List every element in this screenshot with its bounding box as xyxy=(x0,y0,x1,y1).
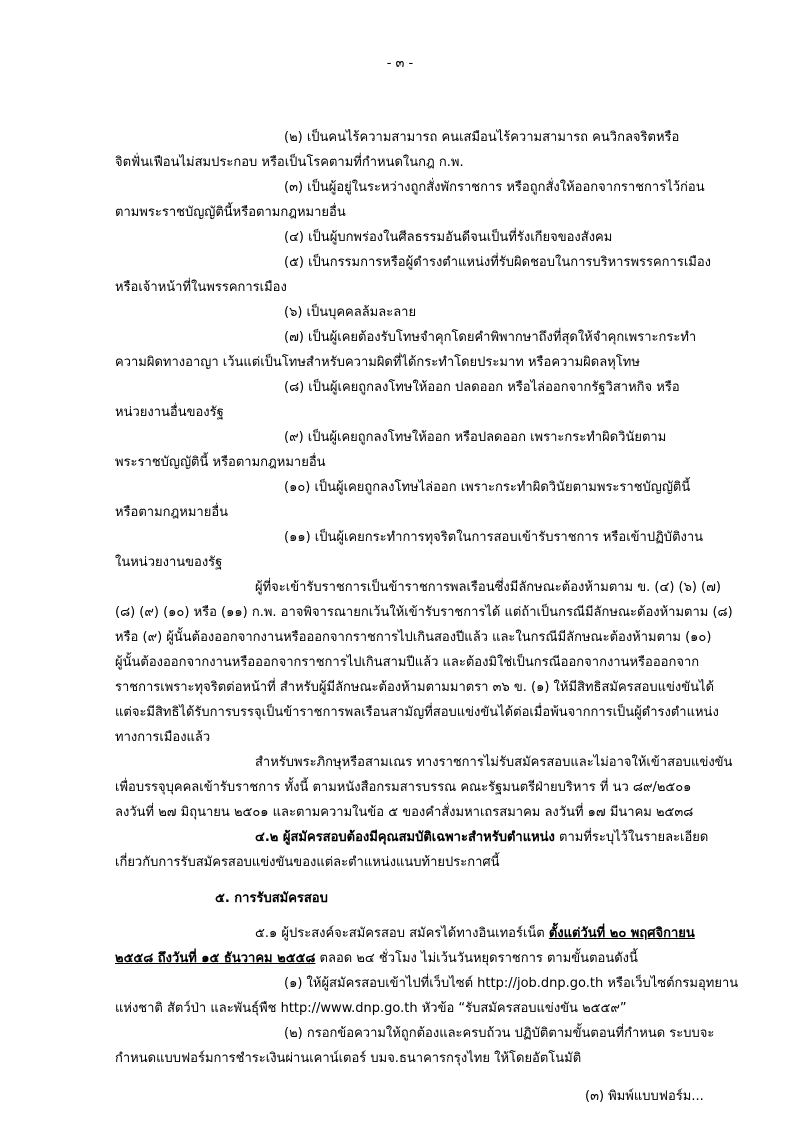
text-line xyxy=(255,925,695,943)
text-line: ผู้ที่จะเข้ารับราชการเป็นข้าราชการพลเรือนซึ่งมีลักษณะต้องห้ามตาม ข. (๔) (๖) (๗) xyxy=(255,580,721,595)
section-heading-4-2: ๔.๒ ผู้สมัครสอบต้องมีคุณสมบัติเฉพาะสำหรับตำแหน่ง xyxy=(255,830,555,845)
text-line: แห่งชาติ สัตว์ป่า และพันธุ์พืช http://www.dnp.go.th หัวข้อ “รับสมัครสอบแข่งขัน ๒๕๕๙” xyxy=(115,1001,627,1016)
text-line: (๘) (๙) (๑๐) หรือ (๑๑) ก.พ. อาจพิจารณายกเว้นให้เข้ารับราชการได้ แต่ถ้าเป็นกรณีมีลักษณะต้องห้ามตาม (๘) xyxy=(115,605,733,620)
text-line: (๗) เป็นผู้เคยต้องรับโทษจำคุกโดยคำพิพากษาถึงที่สุดให้จำคุกเพราะกระทำ xyxy=(284,330,697,345)
text-line: (๕) เป็นกรรมการหรือผู้ดำรงตำแหน่งที่รับผิดชอบในการบริหารพรรคการเมือง xyxy=(284,255,712,270)
date-range-end: ๒๕๕๘ ถึงวันที่ ๑๕ ธันวาคม ๒๕๕๘ xyxy=(115,951,316,966)
text-line: (๑๐) เป็นผู้เคยถูกลงโทษไล่ออก เพราะกระทำผิดวินัยตามพระราชบัญญัตินี้ xyxy=(284,480,691,495)
text-line: ผู้นั้นต้องออกจากงานหรือออกจากราชการไปเกินสามปีแล้ว และต้องมิใช่เป็นกรณีออกจากงานหรือออกจาก xyxy=(115,655,700,670)
text-fragment: ตามที่ระบุไว้ในรายละเอียด xyxy=(554,830,709,845)
text-line: ลงวันที่ ๒๗ มิถุนายน ๒๕๐๑ และตามความในข้อ ๕ ของคำสั่งมหาเถรสมาคม ลงวันที่ ๑๗ มีนาคม ๒๕๓๘ xyxy=(115,805,694,820)
continuation-footer: (๓) พิมพ์แบบฟอร์ม... xyxy=(585,1089,704,1104)
text-line: แต่จะมีสิทธิได้รับการบรรจุเป็นข้าราชการพลเรือนสามัญที่สอบแข่งขันได้ต่อเมื่อพ้นจากการเป็นผู้ดำรงตำแหน่ง xyxy=(115,705,719,720)
text-line: สำหรับพระภิกษุหรือสามเณร ทางราชการไม่รับสมัครสอบและไม่อาจให้เข้าสอบแข่งขัน xyxy=(255,755,733,770)
text-line: กำหนดแบบฟอร์มการชำระเงินผ่านเคาน์เตอร์ บมจ.ธนาคารกรุงไทย ให้โดยอัตโนมัติ xyxy=(115,1051,582,1066)
text-line: (๔) เป็นผู้บกพร่องในศีลธรรมอันดีจนเป็นที่รังเกียจของสังคม xyxy=(284,230,613,245)
text-fragment: ๕.๑ ผู้ประสงค์จะสมัครสอบ สมัครได้ทางอินเทอร์เน็ต xyxy=(255,926,549,941)
text-line: จิตฟั่นเฟือนไม่สมประกอบ หรือเป็นโรคตามที่กำหนดในกฎ ก.พ. xyxy=(115,155,464,170)
text-line: (๑) ให้ผู้สมัครสอบเข้าไปที่เว็บไซต์ http://job.dnp.go.th หรือเว็บไซต์กรมอุทยาน xyxy=(284,976,739,991)
text-line: ความผิดทางอาญา เว้นแต่เป็นโทษสำหรับความผิดที่ได้กระทำโดยประมาท หรือความผิดลหุโทษ xyxy=(115,355,640,370)
text-line: หรือตามกฎหมายอื่น xyxy=(115,505,229,520)
text-line: ทางการเมืองแล้ว xyxy=(115,730,211,745)
text-line: ราชการเพราะทุจริตต่อหน้าที่ สำหรับผู้มีลักษณะต้องห้ามตามมาตรา ๓๖ ข. (๑) ให้มีสิทธิสมัครสอบแข่งขันได้ xyxy=(115,680,715,695)
text-line: (๓) เป็นผู้อยู่ในระหว่างถูกสั่งพักราชการ หรือถูกสั่งให้ออกจากราชการไว้ก่อน xyxy=(284,180,705,195)
text-fragment: ตลอด ๒๔ ชั่วโมง ไม่เว้นวันหยุดราชการ ตามขั้นตอนดังนี้ xyxy=(315,951,638,966)
text-line: เพื่อบรรจุบุคคลเข้ารับราชการ ทั้งนี้ ตามหนังสือกรมสารบรรณ คณะรัฐมนตรีฝ่ายบริหาร ที่ นว ๘๙/๒๕๐๑ xyxy=(115,780,692,795)
text-line: (๑๑) เป็นผู้เคยกระทำการทุจริตในการสอบเข้ารับราชการ หรือเข้าปฏิบัติงาน xyxy=(284,530,704,545)
text-line: (๘) เป็นผู้เคยถูกลงโทษให้ออก ปลดออก หรือไล่ออกจากรัฐวิสาหกิจ หรือ xyxy=(284,380,680,395)
page-number: - ๓ - xyxy=(386,56,414,71)
text-line xyxy=(255,829,708,847)
text-line: หรือเจ้าหน้าที่ในพรรคการเมือง xyxy=(115,280,287,295)
text-line: (๙) เป็นผู้เคยถูกลงโทษให้ออก หรือปลดออก เพราะกระทำผิดวินัยตาม xyxy=(284,430,667,445)
section-heading-5: ๕. การรับสมัครสอบ xyxy=(215,891,328,906)
text-line: หรือ (๙) ผู้นั้นต้องออกจากงานหรือออกจากราชการไปเกินสองปีแล้ว และในกรณีมีลักษณะต้องห้ามตาม (๑๐) xyxy=(115,630,712,645)
text-line: (๒) เป็นคนไร้ความสามารถ คนเสมือนไร้ความสามารถ คนวิกลจริตหรือ xyxy=(284,130,680,145)
text-line: (๒) กรอกข้อความให้ถูกต้องและครบถ้วน ปฏิบัติตามขั้นตอนที่กำหนด ระบบจะ xyxy=(284,1026,715,1041)
text-line: พระราชบัญญัตินี้ หรือตามกฎหมายอื่น xyxy=(115,455,326,470)
text-line: (๖) เป็นบุคคลล้มละลาย xyxy=(284,305,417,320)
text-line: ในหน่วยงานของรัฐ xyxy=(115,555,223,570)
text-line xyxy=(115,950,638,968)
text-line: เกี่ยวกับการรับสมัครสอบแข่งขันของแต่ละตำแหน่งแนบท้ายประกาศนี้ xyxy=(115,855,500,870)
text-line: ตามพระราชบัญญัตินี้หรือตามกฎหมายอื่น xyxy=(115,205,346,220)
text-line: หน่วยงานอื่นของรัฐ xyxy=(115,405,224,420)
date-range-start: ตั้งแต่วันที่ ๒๐ พฤศจิกายน xyxy=(548,926,695,941)
